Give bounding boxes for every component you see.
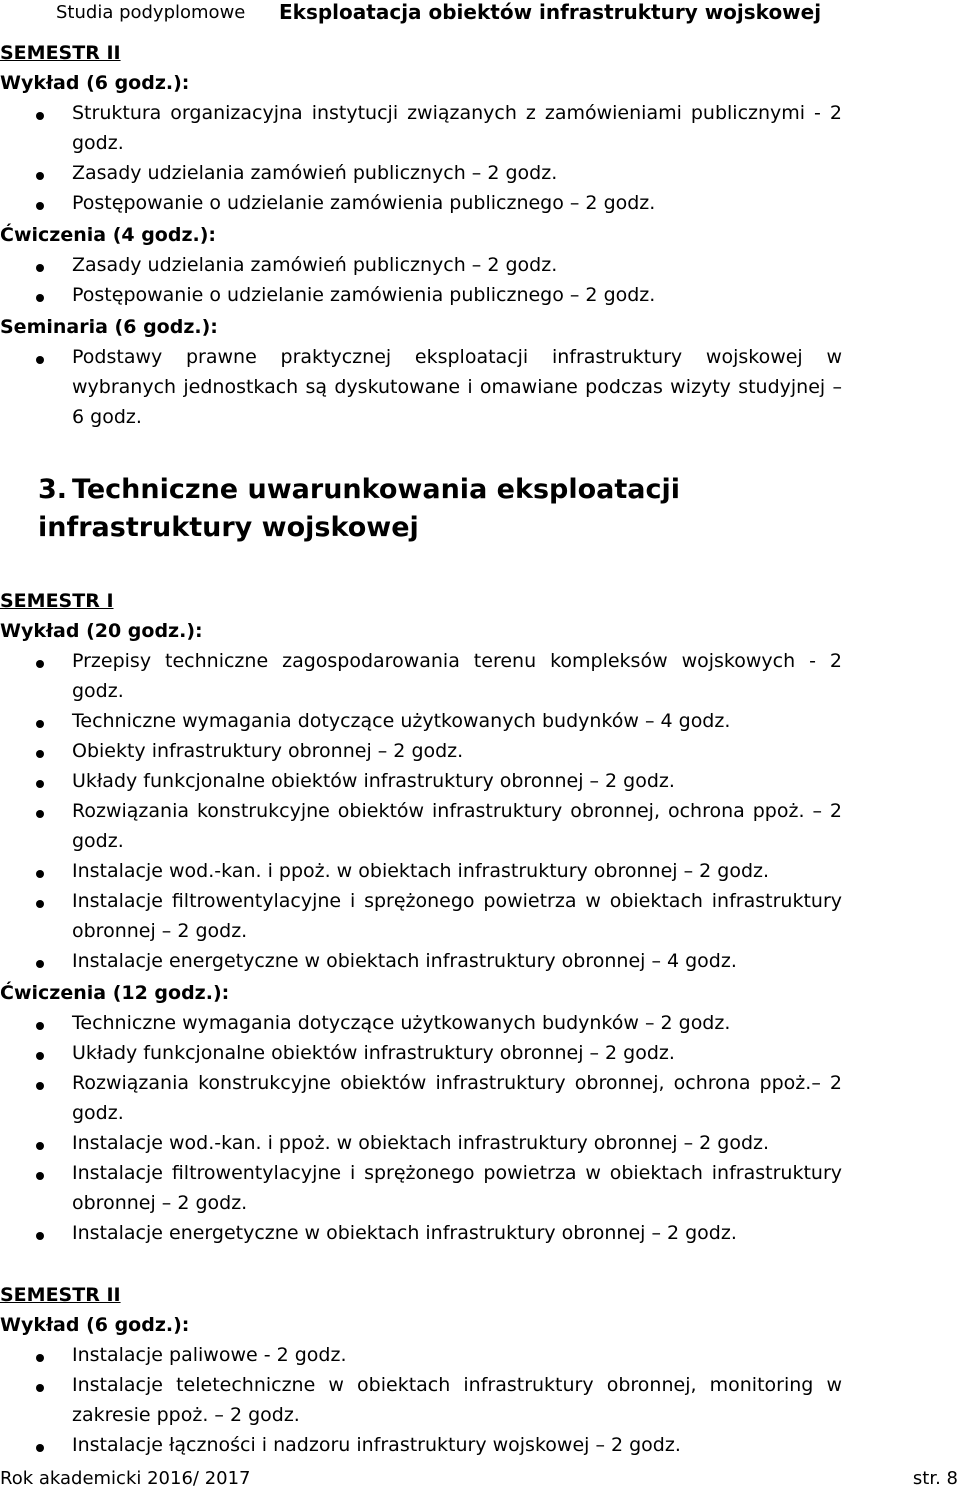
bullet-icon [36,1142,44,1150]
bullet-icon [36,1232,44,1240]
bullet-icon [36,1172,44,1180]
bullet-icon [36,1444,44,1452]
bullet-icon [36,810,44,818]
semester-heading: SEMESTR II [0,42,121,64]
list-item: Techniczne wymagania dotyczące użytkowanych budynków – 2 godz. [72,1012,731,1034]
list-item: Rozwiązania konstrukcyjne obiektów infrastruktury obronnej, ochrona ppoż. – 2 godz. [72,800,842,852]
bullet-icon [36,1052,44,1060]
page-header [0,0,960,30]
seminar-heading: Seminaria (6 godz.): [0,316,218,338]
list-item: Rozwiązania konstrukcyjne obiektów infrastruktury obronnej, ochrona ppoż.– 2 godz. [72,1072,842,1124]
bullet-icon [36,1022,44,1030]
bullet-icon [36,172,44,180]
bullet-icon [36,870,44,878]
list-item: Obiekty infrastruktury obronnej – 2 godz. [72,740,464,762]
list-item: Postępowanie o udzielanie zamówienia publicznego – 2 godz. [72,192,656,214]
chapter-number: 3. [38,474,68,505]
header-course-title: Eksploatacja obiektów infrastruktury wojskowej [279,0,822,24]
lecture-heading: Wykład (6 godz.): [0,1314,190,1336]
list-item: Techniczne wymagania dotyczące użytkowanych budynków – 4 godz. [72,710,731,732]
list-item: Instalacje filtrowentylacyjne i sprężonego powietrza w obiektach infrastruktury obronnej – 2 godz. [72,890,842,942]
footer-academic-year: Rok akademicki 2016/ 2017 [0,1468,251,1489]
list-item: Struktura organizacyjna instytucji związanych z zamówieniami publicznymi - 2 godz. [72,102,842,154]
header-left-text: Studia podyplomowe [56,2,246,23]
list-item: Podstawy prawne praktycznej eksploatacji infrastruktury wojskowej w wybranych jednostkach są dyskutowane i omawiane podczas wizyty studyjnej – 6 godz. [72,346,842,428]
semester-heading: SEMESTR I [0,590,114,612]
bullet-icon [36,294,44,302]
bullet-icon [36,720,44,728]
list-item: Instalacje łączności i nadzoru infrastruktury wojskowej – 2 godz. [72,1434,681,1456]
list-item: Zasady udzielania zamówień publicznych – 2 godz. [72,162,558,184]
exercises-heading: Ćwiczenia (4 godz.): [0,224,217,246]
bullet-icon [36,900,44,908]
list-item: Instalacje energetyczne w obiektach infrastruktury obronnej – 2 godz. [72,1222,737,1244]
list-item: Instalacje paliwowe - 2 godz. [72,1344,347,1366]
footer-page-number: str. 8 [912,1468,958,1489]
bullet-icon [36,112,44,120]
semester-heading: SEMESTR II [0,1284,121,1306]
page-footer [0,1468,960,1495]
list-item: Instalacje energetyczne w obiektach infrastruktury obronnej – 4 godz. [72,950,737,972]
list-item: Instalacje wod.-kan. i ppoż. w obiektach infrastruktury obronnej – 2 godz. [72,860,770,882]
bullet-icon [36,1354,44,1362]
bullet-icon [36,356,44,364]
list-item: Układy funkcjonalne obiektów infrastruktury obronnej – 2 godz. [72,1042,675,1064]
bullet-icon [36,780,44,788]
chapter-title: Techniczne uwarunkowania eksploatacji infrastruktury wojskowej [38,474,681,543]
bullet-icon [36,960,44,968]
bullet-icon [36,660,44,668]
exercises-heading: Ćwiczenia (12 godz.): [0,982,230,1004]
bullet-icon [36,202,44,210]
lecture-heading: Wykład (6 godz.): [0,72,190,94]
list-item: Instalacje teletechniczne w obiektach infrastruktury obronnej, monitoring w zakresie ppoż. – 2 godz. [72,1374,842,1426]
chapter-heading [38,471,858,547]
bullet-icon [36,750,44,758]
bullet-icon [36,1384,44,1392]
list-item: Instalacje wod.-kan. i ppoż. w obiektach infrastruktury obronnej – 2 godz. [72,1132,770,1154]
list-item: Instalacje filtrowentylacyjne i sprężonego powietrza w obiektach infrastruktury obronnej – 2 godz. [72,1162,842,1214]
bullet-icon [36,264,44,272]
list-item: Układy funkcjonalne obiektów infrastruktury obronnej – 2 godz. [72,770,675,792]
bullet-icon [36,1082,44,1090]
lecture-heading: Wykład (20 godz.): [0,620,203,642]
list-item: Zasady udzielania zamówień publicznych – 2 godz. [72,254,558,276]
list-item: Przepisy techniczne zagospodarowania terenu kompleksów wojskowych - 2 godz. [72,650,842,702]
list-item: Postępowanie o udzielanie zamówienia publicznego – 2 godz. [72,284,656,306]
